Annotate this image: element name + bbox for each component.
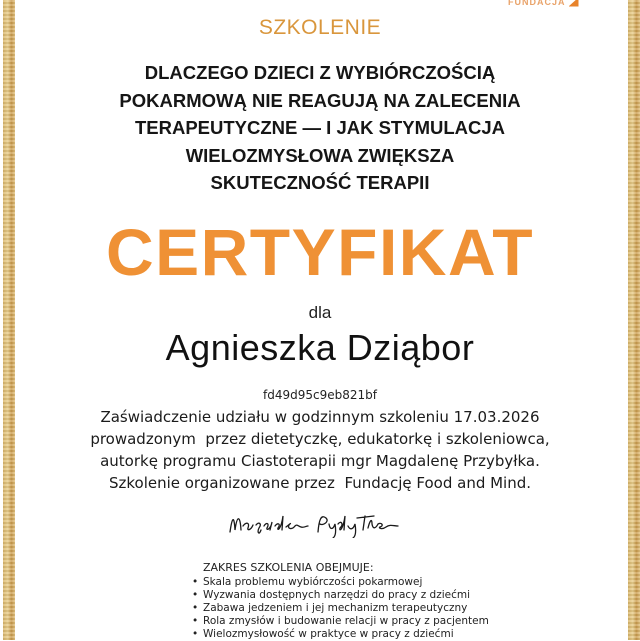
list-item-text: Rola zmysłów i budowanie relacji w pracy z pacjentem: [203, 615, 489, 627]
list-item-text: Wyzwania dostępnych narzędzi do pracy z dziećmi: [203, 589, 471, 601]
title-line: WIELOZMYSŁOWA ZWIĘKSZA: [185, 144, 455, 166]
training-label: SZKOLENIE: [258, 16, 382, 39]
list-item-text: Skala problemu wybiórczości pokarmowej: [203, 576, 423, 588]
for-label: dla: [308, 303, 332, 322]
bullet-icon: •: [192, 576, 199, 588]
list-item: [190, 576, 490, 589]
recipient-name: Agnieszka Dziąbor: [165, 327, 475, 368]
foundation-logo: [508, 0, 579, 8]
training-scope: [190, 561, 490, 641]
bullet-icon: •: [192, 615, 199, 627]
title-line: SKUTECZNOŚĆ TERAPII: [210, 172, 430, 193]
training-title: [0, 59, 640, 197]
certificate-description: [0, 406, 640, 494]
signature-image: [226, 508, 426, 538]
bullet-icon: •: [192, 628, 199, 640]
foundation-logo-icon: [569, 0, 579, 7]
title-line: POKARMOWĄ NIE REAGUJĄ NA ZALECENIA: [119, 89, 521, 111]
list-item: [190, 628, 490, 641]
logo-text: FUNDACJA: [508, 0, 566, 7]
scope-title: ZAKRES SZKOLENIA OBEJMUJE:: [203, 561, 374, 574]
list-item-text: Wielozmysłowość w praktyce w pracy z dziećmi: [203, 628, 454, 640]
description-line: prowadzonym przez dietetyczkę, edukatorkę i szkoleniowca,: [90, 430, 550, 448]
title-line: TERAPEUTYCZNE — I JAK STYMULACJA: [134, 117, 506, 138]
title-line: DLACZEGO DZIECI Z WYBIÓRCZOŚCIĄ: [144, 62, 496, 83]
list-item: [190, 602, 490, 615]
bullet-icon: •: [192, 602, 199, 614]
certificate-heading: CERTYFIKAT: [105, 215, 535, 289]
list-item-text: Zabawa jedzeniem i jej mechanizm terapeutyczny: [203, 602, 468, 614]
list-item: [190, 589, 490, 602]
certificate-code: fd49d95c9eb821bf: [263, 388, 377, 402]
list-item: [190, 615, 490, 628]
bullet-icon: •: [192, 589, 199, 601]
description-line: autorkę programu Ciastoterapii mgr Magdalenę Przybyłka.: [100, 452, 540, 470]
description-line: Zaświadczenie udziału w godzinnym szkoleniu 17.03.2026: [100, 408, 540, 426]
scope-list: [190, 576, 490, 641]
description-line: Szkolenie organizowane przez Fundację Food and Mind.: [108, 474, 532, 492]
